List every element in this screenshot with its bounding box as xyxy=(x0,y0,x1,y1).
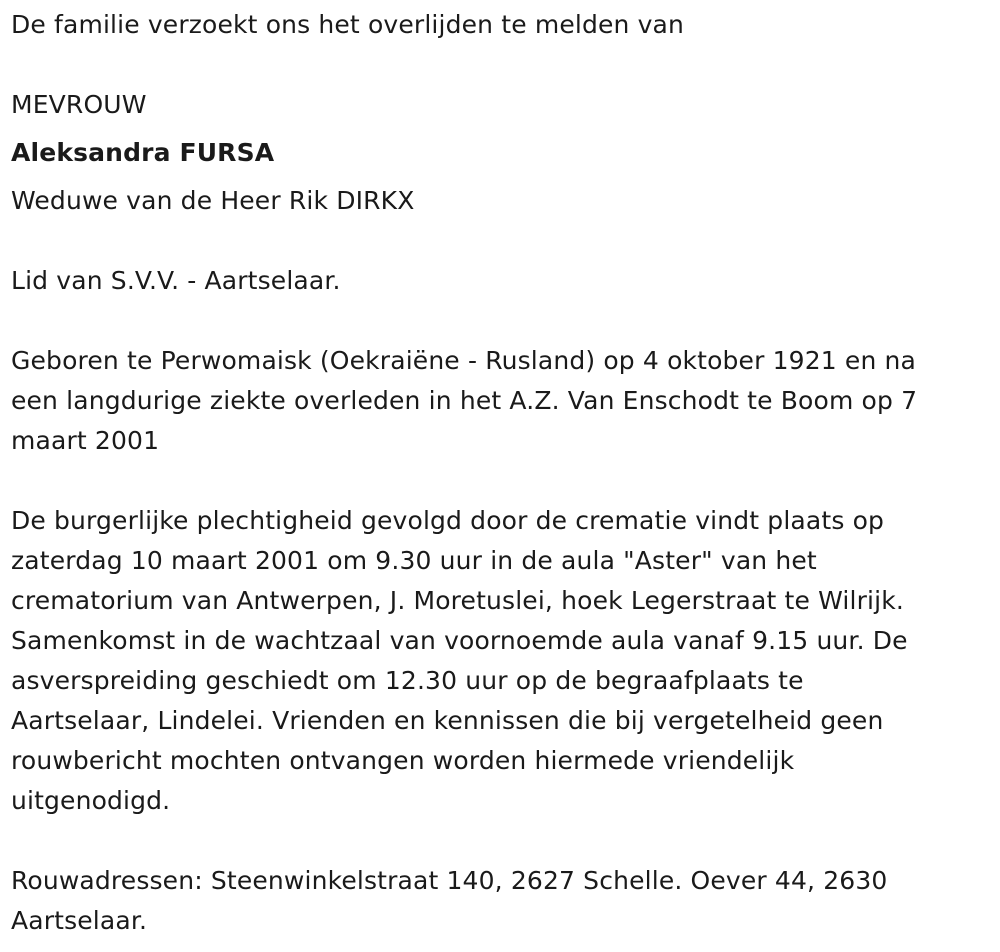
address-paragraph xyxy=(11,861,981,941)
paragraph-line: rouwbericht mochten ontvangen worden hiermede vriendelijk xyxy=(11,746,795,775)
paragraph-line: crematorium van Antwerpen, J. Moretuslei, hoek Legerstraat te Wilrijk. xyxy=(11,586,904,615)
paragraph-line: Samenkomst in de wachtzaal van voornoemde aula vanaf 9.15 uur. De xyxy=(11,626,908,655)
paragraph-line: Geboren te Perwomaisk (Oekraiëne - Rusland) op 4 oktober 1921 en na xyxy=(11,346,917,375)
paragraph-line: Aartselaar, Lindelei. Vrienden en kennissen die bij vergetelheid geen xyxy=(11,706,884,735)
paragraph-line: De burgerlijke plechtigheid gevolgd door de crematie vindt plaats op xyxy=(11,506,885,535)
paragraph-line: Rouwadressen: Steenwinkelstraat 140, 2627 Schelle. Oever 44, 2630 xyxy=(11,866,888,895)
paragraph-line: een langdurige ziekte overleden in het A.Z. Van Enschodt te Boom op 7 xyxy=(11,386,918,415)
deceased-name: Aleksandra FURSA xyxy=(11,138,275,167)
relation-text: Weduwe van de Heer Rik DIRKX xyxy=(11,186,415,215)
ceremony-paragraph xyxy=(11,501,981,821)
paragraph-line: maart 2001 xyxy=(11,426,160,455)
paragraph-line: zaterdag 10 maart 2001 om 9.30 uur in de aula "Aster" van het xyxy=(11,546,817,575)
title-prefix: MEVROUW xyxy=(11,90,147,119)
membership-text: Lid van S.V.V. - Aartselaar. xyxy=(11,266,341,295)
paragraph-line: uitgenodigd. xyxy=(11,786,171,815)
birth-death-paragraph xyxy=(11,341,981,461)
intro-text: De familie verzoekt ons het overlijden te melden van xyxy=(11,10,685,39)
paragraph-line: Aartselaar. xyxy=(11,906,148,935)
paragraph-line: asverspreiding geschiedt om 12.30 uur op de begraafplaats te xyxy=(11,666,804,695)
